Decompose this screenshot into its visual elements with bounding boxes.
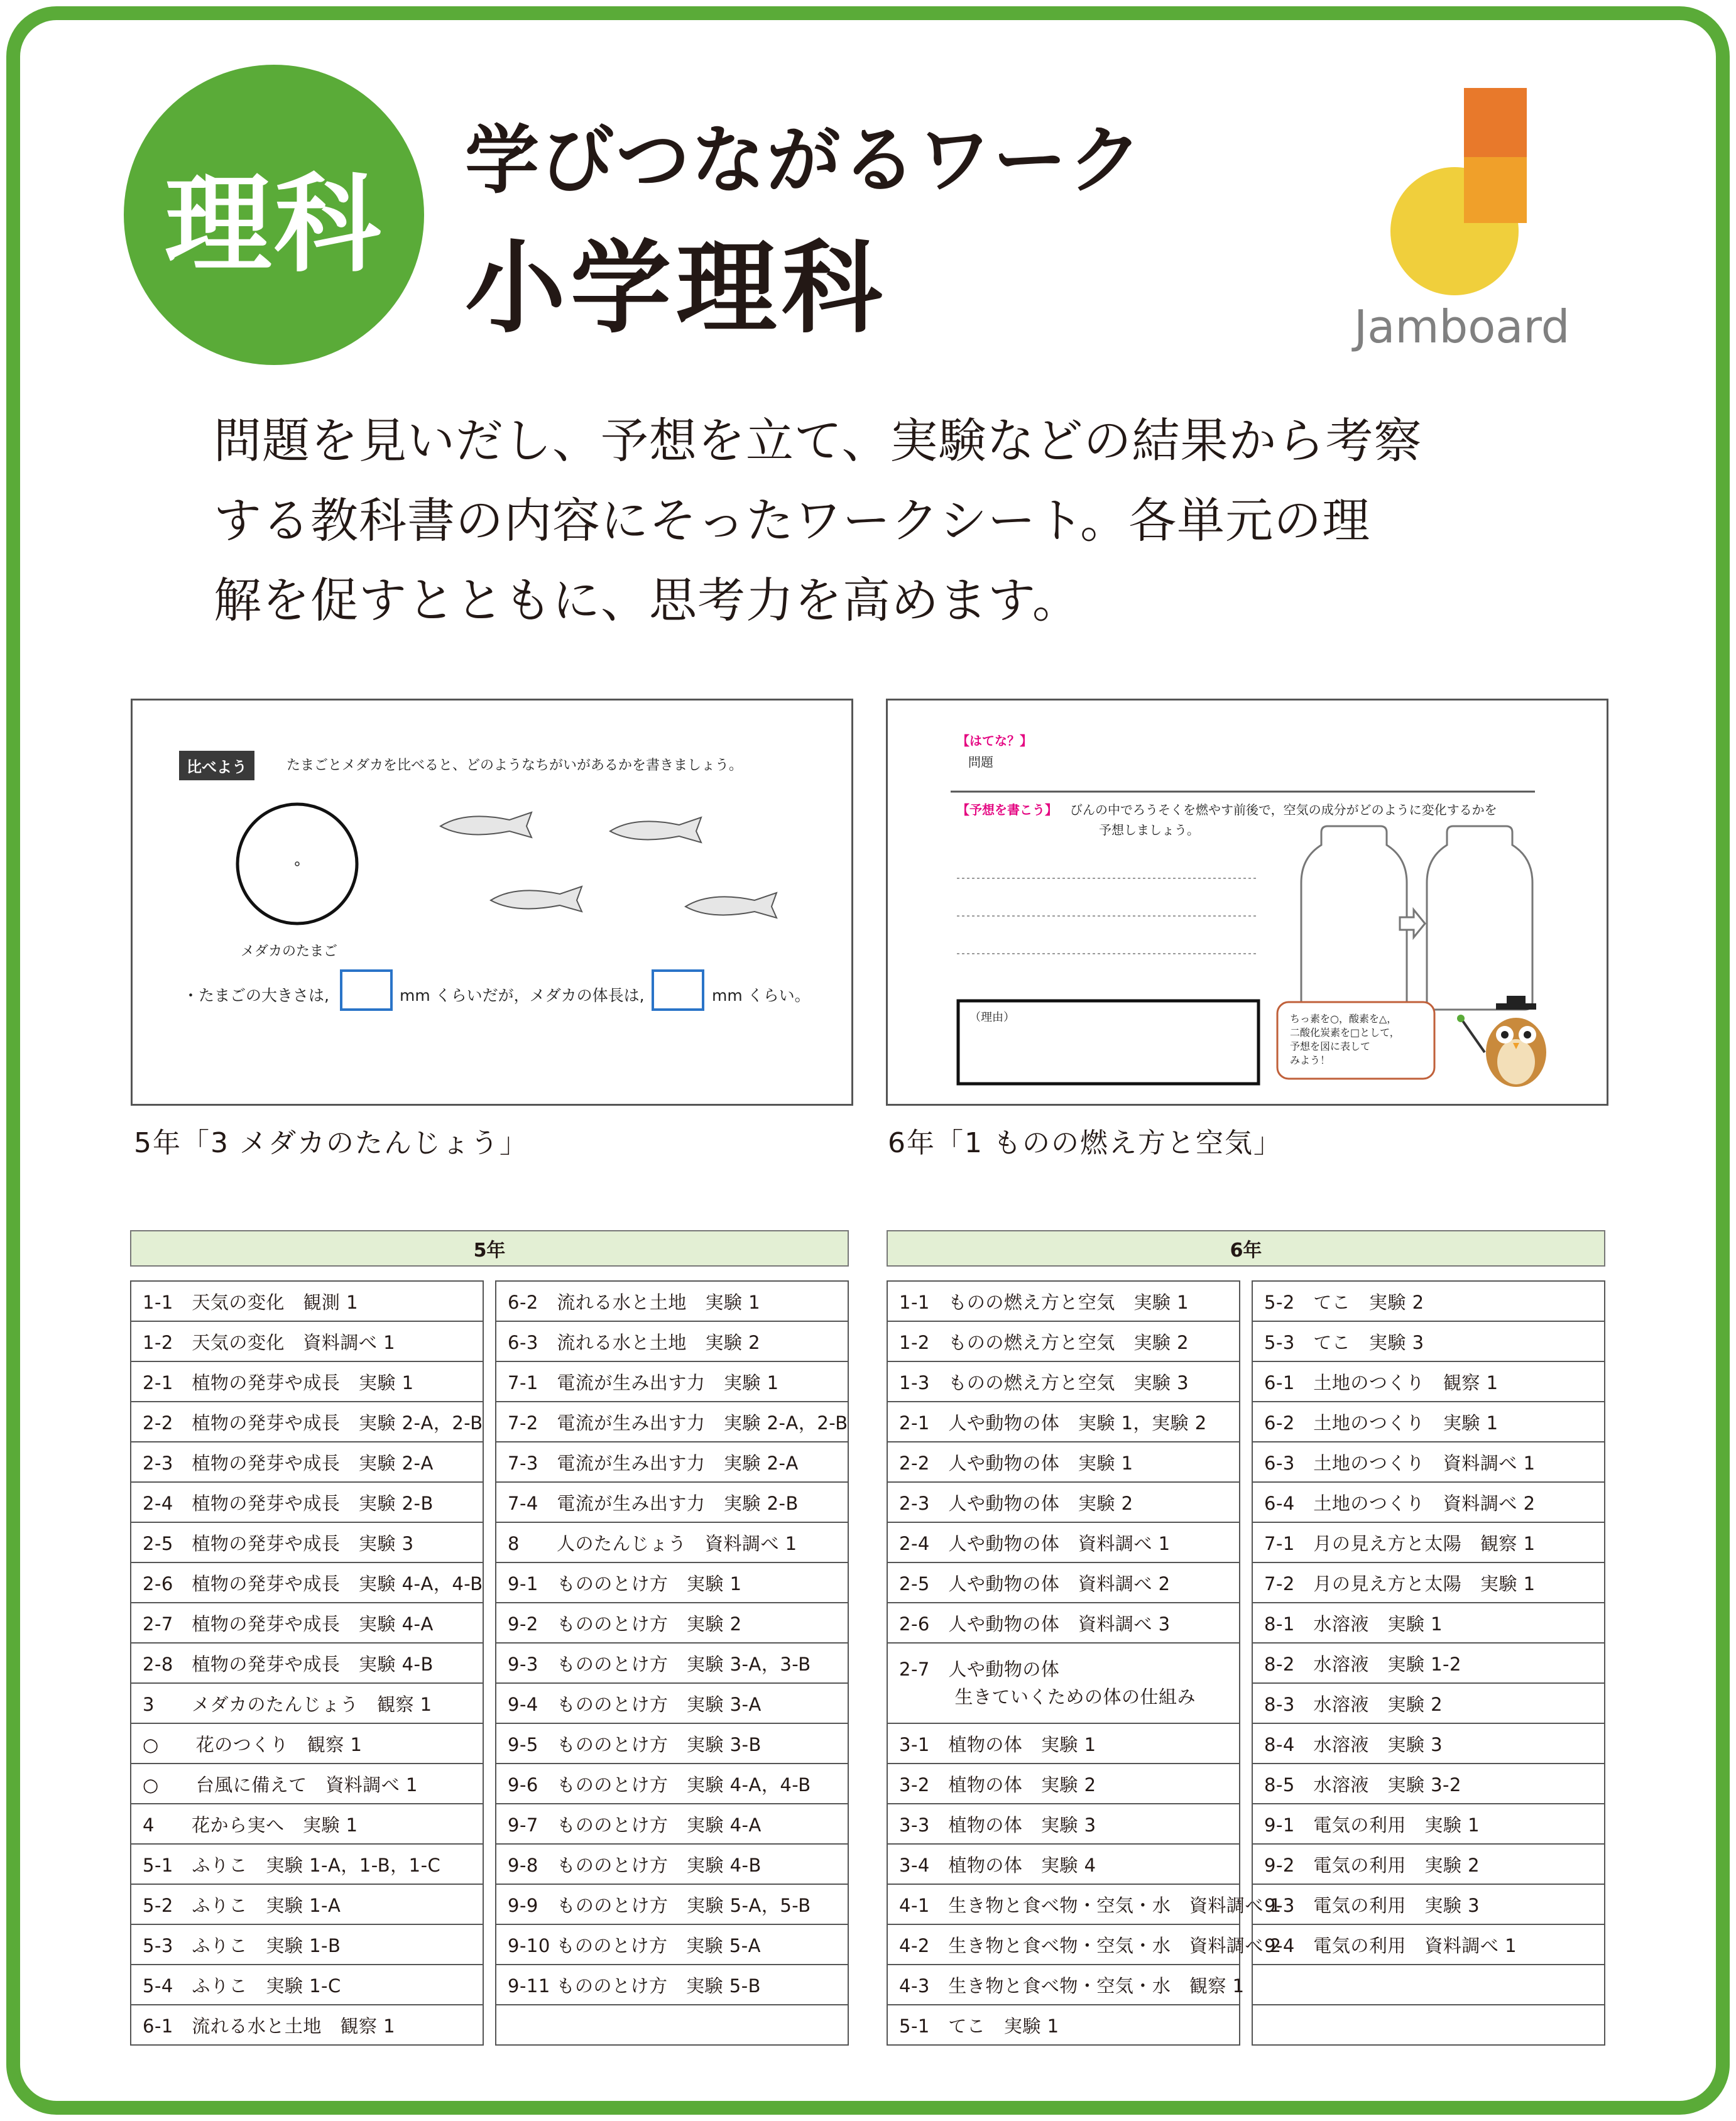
table-row: 2-4 植物の発芽や成長 実験 2-B <box>131 1483 483 1523</box>
table-row: 1-2 ものの燃え方と空気 実験 2 <box>888 1322 1239 1362</box>
table-row: 1-1 ものの燃え方と空気 実験 1 <box>888 1282 1239 1322</box>
table-row: 6-1 流れる水と土地 観察 1 <box>131 2005 483 2046</box>
table-row: 7-1 電流が生み出す力 実験 1 <box>496 1362 848 1402</box>
grade6-col1 <box>887 1280 1282 2046</box>
table-row: 3-4 植物の体 実験 4 <box>888 1845 1239 1885</box>
riyu-label: （理由） <box>969 1011 1015 1024</box>
table-row: 9-4 電気の利用 資料調べ 1 <box>1253 1925 1604 1965</box>
intro-line: 問題を見いだし、予想を立て、実験などの結果から考察 <box>214 413 1422 469</box>
hint-line: 二酸化炭素を□として， <box>1290 1027 1400 1039</box>
grade5-col2 <box>495 1280 849 2046</box>
grade5-header: 5年 <box>130 1230 849 1267</box>
compare-instruction: たまごとメダカを比べると、どのようなちがいがあるかを書きましょう。 <box>287 758 743 773</box>
table-row: 8-2 水溶液 実験 1-2 <box>1253 1644 1604 1684</box>
table-row: ○ 台風に備えて 資料調べ 1 <box>131 1764 483 1804</box>
table-row: 1-2 天気の変化 資料調べ 1 <box>131 1322 483 1362</box>
table-row: 5-3 てこ 実験 3 <box>1253 1322 1604 1362</box>
burning-illustration <box>888 701 1608 1106</box>
table-row: 1-1 天気の変化 観測 1 <box>131 1282 483 1322</box>
table-row: 9-3 電気の利用 実験 3 <box>1253 1885 1604 1925</box>
table-row: 8 人のたんじょう 資料調べ 1 <box>496 1523 848 1563</box>
table-row: 2-2 人や動物の体 実験 1 <box>888 1442 1239 1483</box>
table-row: 2-6 植物の発芽や成長 実験 4-A，4-B <box>131 1563 483 1603</box>
grade5-col1 <box>130 1280 484 2046</box>
table-row: 9-6 もののとけ方 実験 4-A，4-B <box>496 1764 848 1804</box>
table-row: 9-7 もののとけ方 実験 4-A <box>496 1804 848 1845</box>
sample-worksheet-medaka <box>131 699 853 1106</box>
table-row: 1-3 ものの燃え方と空気 実験 3 <box>888 1362 1239 1402</box>
table-row <box>1253 1965 1604 2005</box>
table-row: 9-11 もののとけ方 実験 5-B <box>496 1965 848 2005</box>
table-row: 9-4 もののとけ方 実験 3-A <box>496 1684 848 1724</box>
jamboard-logo-text: Jamboard <box>1354 300 1570 353</box>
grade6-header: 6年 <box>887 1230 1605 1267</box>
table-row: 4 花から実へ 実験 1 <box>131 1804 483 1845</box>
sentence-medaka: mm くらいだが，メダカの体長は, <box>400 986 645 1005</box>
table-row: 3-3 植物の体 実験 3 <box>888 1804 1239 1845</box>
sentence-egg: ・たまごの大きさは, <box>183 986 329 1005</box>
intro-text <box>214 401 1583 640</box>
intro-line: する教科書の内容にそったワークシート。各単元の理 <box>214 493 1371 548</box>
table-row: 9-3 もののとけ方 実験 3-A，3-B <box>496 1644 848 1684</box>
table-row: 9-8 もののとけ方 実験 4-B <box>496 1845 848 1885</box>
table-row: 2-5 人や動物の体 資料調べ 2 <box>888 1563 1239 1603</box>
table-row: 5-2 ふりこ 実験 1-A <box>131 1885 483 1925</box>
table-row: 5-1 てこ 実験 1 <box>888 2005 1239 2046</box>
hint-line: ちっ素を○，酸素を△， <box>1290 1013 1397 1025</box>
table-row: 9-5 もののとけ方 実験 3-B <box>496 1724 848 1764</box>
table-row <box>496 2005 848 2046</box>
table-row: 8-5 水溶液 実験 3-2 <box>1253 1764 1604 1804</box>
table-row: 2-6 人や動物の体 資料調べ 3 <box>888 1603 1239 1644</box>
yosou-text-2: 予想しましょう。 <box>1099 822 1199 837</box>
yosou-text: びんの中でろうそくを燃やす前後で，空気の成分がどのように変化するかを <box>1070 802 1497 817</box>
jamboard-logo-icon <box>1389 88 1546 295</box>
sample-worksheet-burning <box>886 699 1608 1106</box>
table-row: 9-1 電気の利用 実験 1 <box>1253 1804 1604 1845</box>
table-row: 6-3 流れる水と土地 実験 2 <box>496 1322 848 1362</box>
product-title: 小学理科 <box>465 229 888 347</box>
table-row: 5-4 ふりこ 実験 1-C <box>131 1965 483 2005</box>
medaka-fish-icon <box>440 812 777 918</box>
table-row: 7-4 電流が生み出す力 実験 2-B <box>496 1483 848 1523</box>
table-row: 8-3 水溶液 実験 2 <box>1253 1684 1604 1724</box>
table-row: 2-7 人や動物の体 生きていくための体の仕組み <box>888 1644 1239 1724</box>
hint-bubble <box>1290 1012 1400 1067</box>
sample1-caption: 5年「3 メダカのたんじょう」 <box>134 1127 528 1159</box>
table-row: 2-1 植物の発芽や成長 実験 1 <box>131 1362 483 1402</box>
table-row: 3-2 植物の体 実験 2 <box>888 1764 1239 1804</box>
table-row: 9-2 もののとけ方 実験 2 <box>496 1603 848 1644</box>
medaka-length-box[interactable] <box>652 969 704 1011</box>
table-row: 6-3 土地のつくり 資料調べ 1 <box>1253 1442 1604 1483</box>
hint-line: みよう！ <box>1290 1054 1331 1066</box>
table-row: 2-3 人や動物の体 実験 2 <box>888 1483 1239 1523</box>
table-row: 2-5 植物の発芽や成長 実験 3 <box>131 1523 483 1563</box>
series-title: 学びつながるワーク <box>465 117 1144 204</box>
table-row: 9-9 もののとけ方 実験 5-A，5-B <box>496 1885 848 1925</box>
table-row: 7-3 電流が生み出す力 実験 2-A <box>496 1442 848 1483</box>
table-row: ○ 花のつくり 観察 1 <box>131 1724 483 1764</box>
table-row: 2-2 植物の発芽や成長 実験 2-A，2-B <box>131 1402 483 1442</box>
table-row: 9-10 もののとけ方 実験 5-A <box>496 1925 848 1965</box>
table-row: 5-2 てこ 実験 2 <box>1253 1282 1604 1322</box>
table-row <box>1253 2005 1604 2046</box>
table-row: 9-1 もののとけ方 実験 1 <box>496 1563 848 1603</box>
grade6-col2 <box>1252 1280 1605 2046</box>
subject-badge: 理科 <box>124 65 424 365</box>
table-row: 2-1 人や動物の体 実験 1，実験 2 <box>888 1402 1239 1442</box>
table-row: 6-4 土地のつくり 資料調べ 2 <box>1253 1483 1604 1523</box>
table-row: 7-2 月の見え方と太陽 実験 1 <box>1253 1563 1604 1603</box>
egg-size-box[interactable] <box>340 969 393 1011</box>
table-row: 7-2 電流が生み出す力 実験 2-A，2-B <box>496 1402 848 1442</box>
egg-label: メダカのたまご <box>241 944 338 959</box>
table-row: 7-1 月の見え方と太陽 観察 1 <box>1253 1523 1604 1563</box>
table-row: 3-1 植物の体 実験 1 <box>888 1724 1239 1764</box>
sample2-caption: 6年「1 ものの燃え方と空気」 <box>888 1127 1282 1159</box>
table-row: 6-1 土地のつくり 観察 1 <box>1253 1362 1604 1402</box>
table-row: 2-3 植物の発芽や成長 実験 2-A <box>131 1442 483 1483</box>
yosou-label: 【予想を書こう】 <box>957 802 1057 817</box>
hint-line: 予想を図に表して <box>1290 1040 1371 1052</box>
table-row: 6-2 土地のつくり 実験 1 <box>1253 1402 1604 1442</box>
table-row: 5-1 ふりこ 実験 1-A，1-B，1-C <box>131 1845 483 1885</box>
table-row: 2-4 人や動物の体 資料調べ 1 <box>888 1523 1239 1563</box>
table-row: 4-2 生き物と食べ物・空気・水 資料調べ 2 <box>888 1925 1239 1965</box>
table-row: 3 メダカのたんじょう 観察 1 <box>131 1684 483 1724</box>
mondai-label: 問題 <box>968 755 993 770</box>
table-row: 6-2 流れる水と土地 実験 1 <box>496 1282 848 1322</box>
table-row: 2-8 植物の発芽や成長 実験 4-B <box>131 1644 483 1684</box>
compare-label: 比べよう <box>179 751 254 780</box>
sentence-end: mm くらい。 <box>712 986 811 1005</box>
table-row: 8-1 水溶液 実験 1 <box>1253 1603 1604 1644</box>
hatena-label: 【はてな？】 <box>957 733 1032 748</box>
table-row: 4-3 生き物と食べ物・空気・水 観察 1 <box>888 1965 1239 2005</box>
table-row: 2-7 植物の発芽や成長 実験 4-A <box>131 1603 483 1644</box>
table-row: 9-2 電気の利用 実験 2 <box>1253 1845 1604 1885</box>
table-row: 4-1 生き物と食べ物・空気・水 資料調べ 1 <box>888 1885 1239 1925</box>
table-row: 5-3 ふりこ 実験 1-B <box>131 1925 483 1965</box>
intro-line: 解を促すとともに、思考力を高めます。 <box>214 572 1081 628</box>
table-row: 8-4 水溶液 実験 3 <box>1253 1724 1604 1764</box>
